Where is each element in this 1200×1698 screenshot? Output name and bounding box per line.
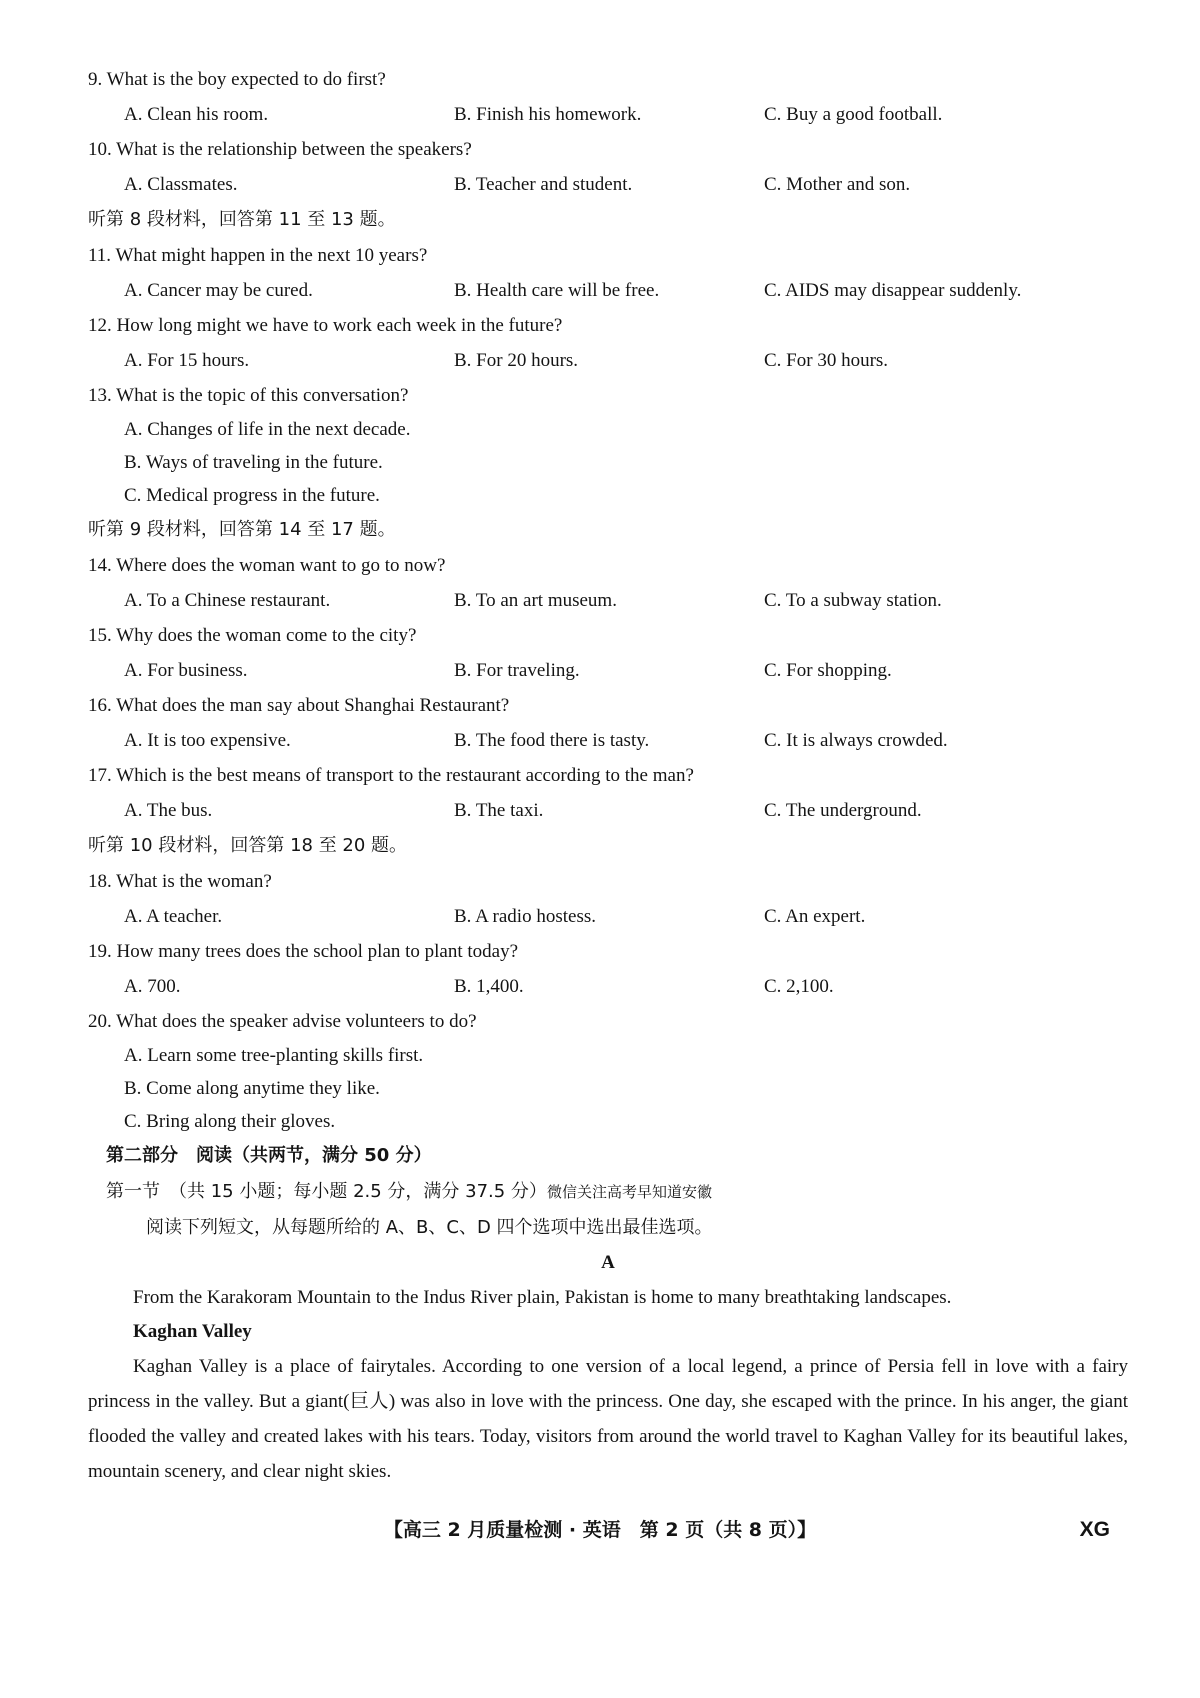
option-b: B. The taxi. (454, 800, 544, 821)
option-b: B. For 20 hours. (454, 350, 579, 371)
page-footer (0, 1510, 1200, 1550)
passage-intro: From the Karakoram Mountain to the Indus River plain, Pakistan is home to many breathtaking landscapes. (133, 1287, 952, 1308)
question-stem: 13. What is the topic of this conversation? (88, 385, 409, 406)
option-c: C. Mother and son. (764, 174, 911, 195)
option-b: B. To an art museum. (454, 590, 617, 611)
section-one-title (88, 1174, 1128, 1210)
question-stem: 20. What does the speaker advise volunteers to do? (88, 1011, 477, 1032)
footer-title: 【高三 2 月质量检测 · 英语 第 2 页（共 8 页）】 (383, 1519, 817, 1541)
passage-subheading: Kaghan Valley (133, 1321, 252, 1342)
listening-section (88, 62, 1128, 1138)
option-b: B. Teacher and student. (454, 174, 633, 195)
answer-options-row (88, 899, 1128, 934)
question-stem: 10. What is the relationship between the speakers? (88, 139, 472, 160)
option-c: C. For shopping. (764, 660, 892, 681)
passage-paragraph: Kaghan Valley is a place of fairytales. According to one version of a local legend, a prince of Persia fell in love with a fairy princess in the valley. But a giant(巨人) was also in love with the princess. One day, she escaped with the prince. In his anger, the giant flooded the valley and created lakes with his tears. Today, visitors from around the world travel to Kaghan Valley for its beautiful lakes, mountain scenery, and clear night skies. (88, 1356, 1128, 1482)
answer-option: A. Learn some tree-planting skills first. (124, 1045, 424, 1066)
option-c: C. The underground. (764, 800, 922, 821)
question-stem: 9. What is the boy expected to do first? (88, 69, 386, 90)
option-b: B. A radio hostess. (454, 906, 596, 927)
answer-options-row (88, 97, 1128, 132)
option-b: B. The food there is tasty. (454, 730, 650, 751)
question-stem: 16. What does the man say about Shanghai Restaurant? (88, 695, 510, 716)
option-c: C. To a subway station. (764, 590, 942, 611)
reading-instruction: 阅读下列短文，从每题所给的 A、B、C、D 四个选项中选出最佳选项。 (146, 1217, 713, 1238)
option-a: A. The bus. (124, 800, 213, 821)
option-a: A. It is too expensive. (124, 730, 291, 751)
answer-options-row (88, 343, 1128, 378)
option-a: A. To a Chinese restaurant. (124, 590, 331, 611)
answer-options-row (88, 969, 1128, 1004)
listening-section-heading: 听第 9 段材料，回答第 14 至 17 题。 (88, 519, 396, 540)
answer-options-row (88, 653, 1128, 688)
listening-section-heading: 听第 10 段材料，回答第 18 至 20 题。 (88, 835, 408, 856)
option-b: B. Finish his homework. (454, 104, 642, 125)
question-stem: 18. What is the woman? (88, 871, 272, 892)
question-stem: 15. Why does the woman come to the city? (88, 625, 417, 646)
question-stem: 12. How long might we have to work each week in the future? (88, 315, 563, 336)
answer-option: B. Ways of traveling in the future. (124, 452, 383, 473)
section-one-label: 第一节 （共 15 小题；每小题 2.5 分，满分 37.5 分） (106, 1181, 547, 1202)
option-c: C. It is always crowded. (764, 730, 948, 751)
answer-option: A. Changes of life in the next decade. (124, 419, 411, 440)
option-c: C. Buy a good football. (764, 104, 943, 125)
option-a: A. A teacher. (124, 906, 223, 927)
footer-code: XG (1079, 1518, 1110, 1541)
answer-options-row (88, 723, 1128, 758)
answer-option: C. Medical progress in the future. (124, 485, 380, 506)
watermark-note: 微信关注高考早知道安徽 (546, 1183, 712, 1201)
answer-options-row (88, 793, 1128, 828)
option-c: C. AIDS may disappear suddenly. (764, 280, 1022, 301)
option-a: A. For 15 hours. (124, 350, 250, 371)
option-b: B. 1,400. (454, 976, 524, 997)
question-stem: 17. Which is the best means of transport to the restaurant according to the man? (88, 765, 694, 786)
option-b: B. Health care will be free. (454, 280, 660, 301)
answer-option: B. Come along anytime they like. (124, 1078, 380, 1099)
option-a: A. Clean his room. (124, 104, 269, 125)
exam-page (88, 62, 1128, 1489)
option-a: A. Classmates. (124, 174, 238, 195)
option-a: A. For business. (124, 660, 248, 681)
question-stem: 14. Where does the woman want to go to now? (88, 555, 446, 576)
option-a: A. Cancer may be cured. (124, 280, 313, 301)
answer-options-row (88, 167, 1128, 202)
question-stem: 11. What might happen in the next 10 years? (88, 245, 428, 266)
question-stem: 19. How many trees does the school plan to plant today? (88, 941, 519, 962)
option-c: C. An expert. (764, 906, 866, 927)
answer-options-row (88, 273, 1128, 308)
option-c: C. 2,100. (764, 976, 834, 997)
part-two-title: 第二部分 阅读（共两节，满分 50 分） (106, 1145, 432, 1166)
passage-letter: A (601, 1252, 615, 1273)
answer-option: C. Bring along their gloves. (124, 1111, 336, 1132)
answer-options-row (88, 583, 1128, 618)
option-a: A. 700. (124, 976, 181, 997)
option-c: C. For 30 hours. (764, 350, 889, 371)
listening-section-heading: 听第 8 段材料，回答第 11 至 13 题。 (88, 209, 396, 230)
option-b: B. For traveling. (454, 660, 580, 681)
